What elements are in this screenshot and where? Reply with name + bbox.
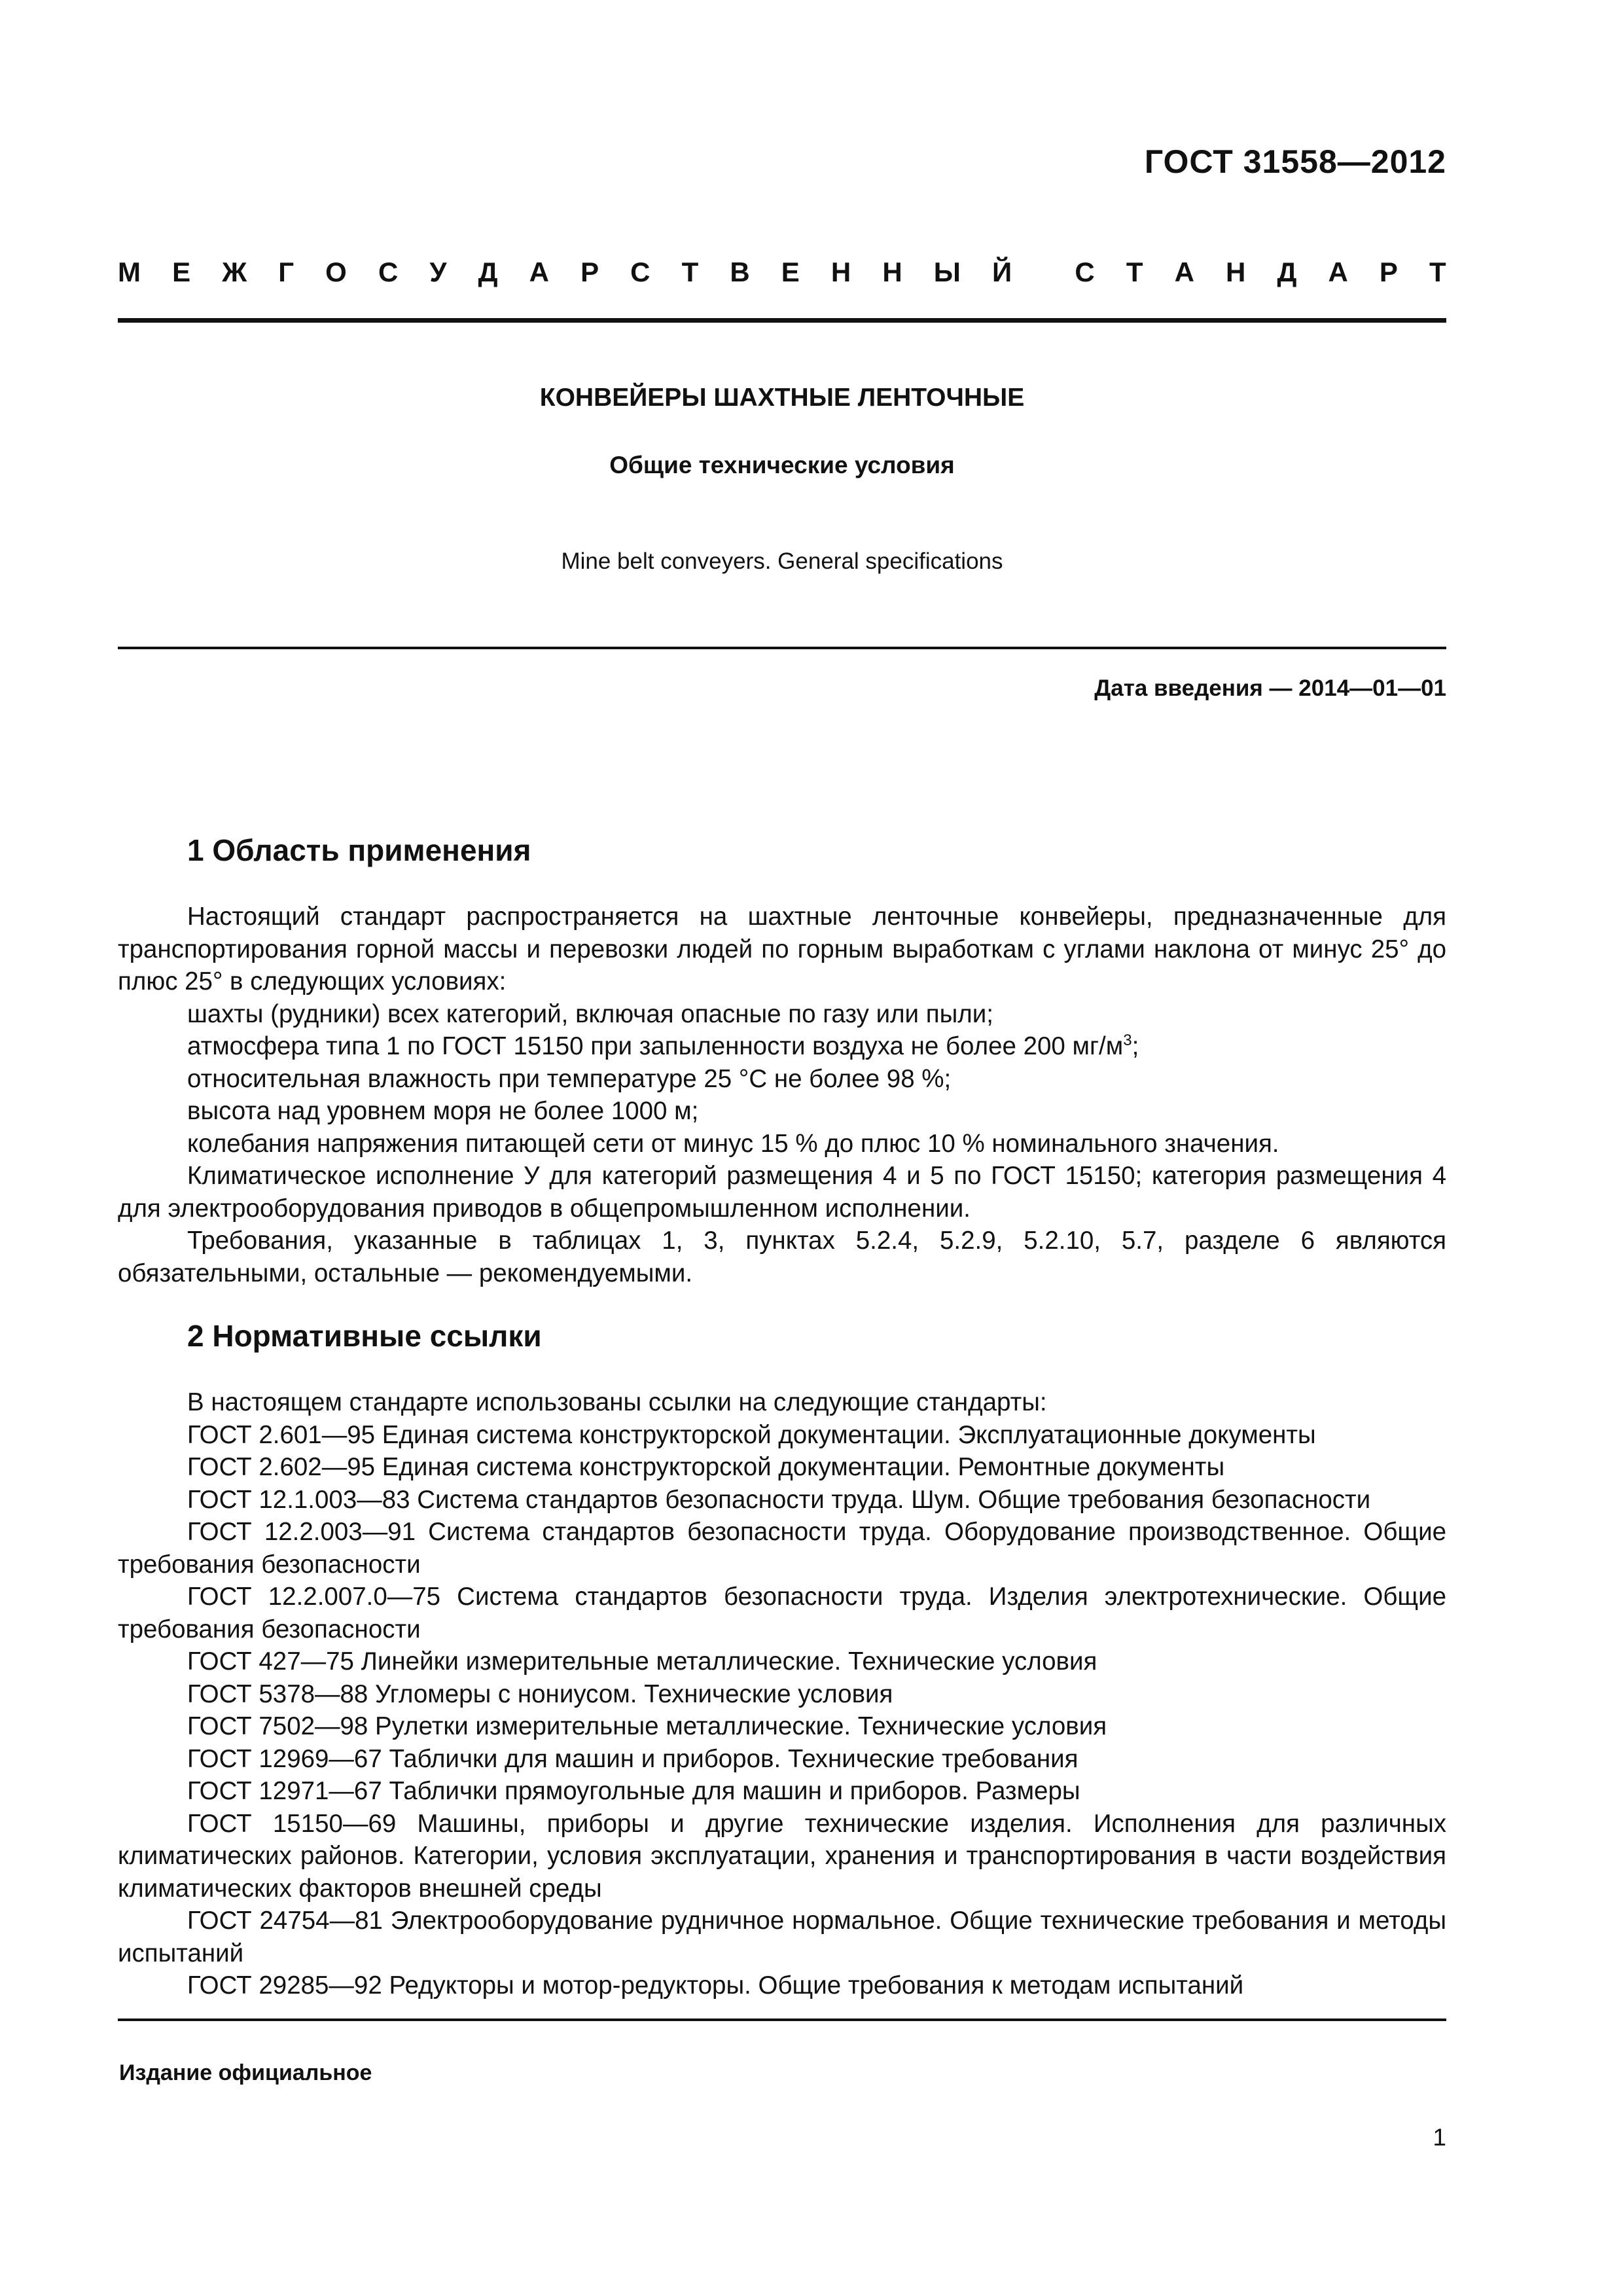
title-divider [118, 647, 1446, 649]
banner-letter: У [429, 257, 447, 287]
section-1-paragraph: Настоящий стандарт распространяется на шахтные ленточные конвейеры, предназначенные для транспортирования горной массы и перевозки людей по горным выработкам с углами наклона от минус 25° до плюс 25° в следующих условиях: [118, 903, 1446, 996]
banner-letter: А [529, 257, 549, 287]
standard-type-banner [118, 257, 1446, 288]
section-2-body [118, 1386, 1446, 2002]
condition-item: высота над уровнем моря не более 1000 м; [187, 1097, 699, 1125]
reference-item: ГОСТ 24754—81 Электрооборудование рудничное нормальное. Общие технические требования и методы испытаний [118, 1907, 1446, 1967]
banner-letter: Д [1277, 257, 1297, 287]
banner-letter: М [118, 257, 141, 287]
banner-letter: Й [992, 257, 1012, 287]
superscript: 3 [1123, 1031, 1132, 1050]
condition-item: шахты (рудники) всех категорий, включая опасные по газу или пыли; [187, 999, 993, 1028]
reference-item: ГОСТ 2.602—95 Единая система конструкторской документации. Ремонтные документы [187, 1453, 1225, 1481]
footer-divider [118, 2018, 1446, 2021]
official-edition-label: Издание официальное [119, 2060, 372, 2085]
banner-letter: А [1174, 257, 1194, 287]
banner-letter: Е [781, 257, 800, 287]
reference-item: ГОСТ 29285—92 Редукторы и мотор-редукторы. Общие требования к методам испытаний [187, 1971, 1244, 2000]
banner-letter: С [378, 257, 399, 287]
reference-item: ГОСТ 12969—67 Таблички для машин и приборов. Технические требования [187, 1744, 1079, 1773]
banner-letter: Ж [222, 257, 247, 287]
condition-item-text: атмосфера типа 1 по ГОСТ 15150 при запыленности воздуха не более 200 мг/м [187, 1032, 1124, 1060]
banner-letter: А [1328, 257, 1348, 287]
banner-letter: Р [580, 257, 599, 287]
section-1-heading: 1 Область применения [187, 833, 531, 867]
introduction-date: Дата введения — 2014—01—01 [1094, 675, 1446, 701]
document-subtitle: Общие технические условия [609, 452, 955, 478]
reference-item: ГОСТ 12.2.003—91 Система стандартов безопасности труда. Оборудование производственное. Общие требования безопасности [118, 1518, 1446, 1579]
banner-letter: Н [882, 257, 902, 287]
condition-item [118, 1030, 1446, 1063]
reference-item: ГОСТ 12.2.007.0—75 Система стандартов безопасности труда. Изделия электротехнические. Общие требования безопасности [118, 1583, 1446, 1643]
banner-letter: Е [172, 257, 191, 287]
document-title: КОНВЕЙЕРЫ ШАХТНЫЕ ЛЕНТОЧНЫЕ [539, 384, 1025, 412]
reference-item: ГОСТ 5378—88 Угломеры с нониусом. Технические условия [187, 1679, 893, 1708]
banner-letter: Т [681, 257, 699, 287]
banner-letter: Н [1226, 257, 1246, 287]
reference-item: ГОСТ 7502—98 Рулетки измерительные металлические. Технические условия [187, 1712, 1107, 1740]
document-number: ГОСТ 31558—2012 [1144, 143, 1446, 180]
reference-item: ГОСТ 15150—69 Машины, приборы и другие технические изделия. Исполнения для различных климатических районов. Категории, условия эксплуатации, хранения и транспортирования в части воздействия климатических факторов внешней среды [118, 1809, 1446, 1903]
banner-letter: Г [278, 257, 294, 287]
reference-item: ГОСТ 12971—67 Таблички прямоугольные для машин и приборов. Размеры [187, 1777, 1080, 1805]
header-divider [118, 318, 1446, 323]
banner-letter: Д [478, 257, 498, 287]
section-1-paragraph: Климатическое исполнение У для категорий размещения 4 и 5 по ГОСТ 15150; категория размещения 4 для электрооборудования приводов в общепромышленном исполнении. [118, 1162, 1446, 1223]
page-number: 1 [1433, 2124, 1446, 2151]
banner-letter: Т [1429, 257, 1446, 287]
banner-letter: Р [1379, 257, 1398, 287]
section-2-heading: 2 Нормативные ссылки [187, 1319, 542, 1353]
condition-item-tail: ; [1132, 1032, 1139, 1060]
english-title: Mine belt conveyers. General specifications [561, 548, 1003, 574]
condition-item: относительная влажность при температуре 25 °С не более 98 %; [187, 1064, 952, 1093]
banner-letter: Т [1126, 257, 1143, 287]
banner-letter: Ы [933, 257, 961, 287]
reference-item: ГОСТ 427—75 Линейки измерительные металлические. Технические условия [187, 1647, 1097, 1676]
reference-item: ГОСТ 12.1.003—83 Система стандартов безопасности труда. Шум. Общие требования безопасности [187, 1485, 1371, 1514]
banner-letter: С [630, 257, 651, 287]
section-1-paragraph: Требования, указанные в таблицах 1, 3, пунктах 5.2.4, 5.2.9, 5.2.10, 5.7, разделе 6 являются обязательными, остальные — рекомендуемыми. [118, 1227, 1446, 1287]
section-1-body [118, 901, 1446, 1289]
banner-letter: Н [830, 257, 851, 287]
reference-item: ГОСТ 2.601—95 Единая система конструкторской документации. Эксплуатационные документы [187, 1420, 1316, 1449]
condition-item: колебания напряжения питающей сети от минус 15 % до плюс 10 % номинального значения. [187, 1129, 1279, 1158]
references-intro: В настоящем стандарте использованы ссылки на следующие стандарты: [187, 1388, 1047, 1416]
banner-letter: О [325, 257, 347, 287]
banner-letter: В [730, 257, 750, 287]
banner-letter: С [1075, 257, 1095, 287]
